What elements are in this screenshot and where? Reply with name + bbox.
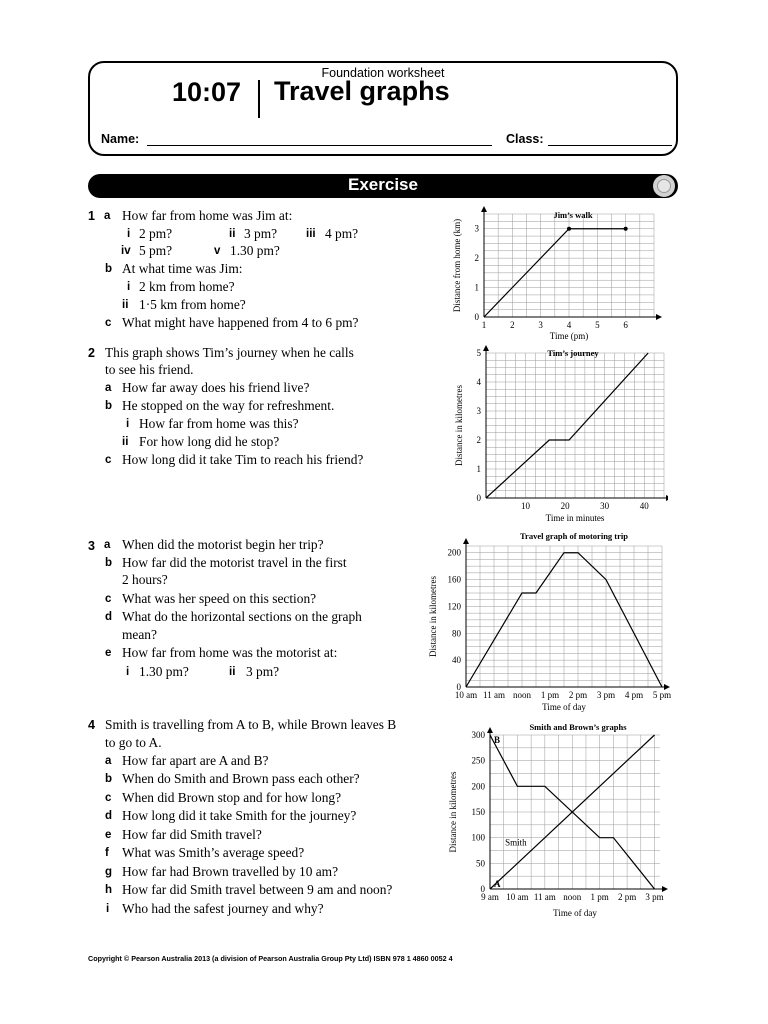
question-number: 1 <box>88 209 95 223</box>
question-text: 1·5 km from home? <box>139 297 246 312</box>
question-text: Smith is travelling from A to B, while Brown leaves B <box>105 717 397 732</box>
x-tick-label: 4 pm <box>624 690 644 700</box>
name-label: Name: <box>101 132 140 146</box>
y-tick-label: 0 <box>456 682 461 692</box>
x-tick-label: 5 <box>595 320 600 330</box>
y-tick-label: 2 <box>476 435 481 445</box>
question-text: mean? <box>122 627 157 642</box>
part-key: c <box>105 792 112 804</box>
motoring-trip-graph <box>424 528 678 714</box>
class-label: Class: <box>506 132 544 146</box>
question-text: How long did it take Smith for the journey? <box>122 808 357 823</box>
part-key: i <box>127 281 131 293</box>
part-key: ii <box>122 299 129 311</box>
question-text: When did Brown stop and for how long? <box>122 790 342 805</box>
question-text: At what time was Jim: <box>122 261 243 276</box>
x-tick-label: 11 am <box>483 690 505 700</box>
y-tick-label: 3 <box>476 406 481 416</box>
x-tick-label: 5 pm <box>652 690 672 700</box>
x-tick-label: 11 am <box>533 892 556 902</box>
question-text: 2 hours? <box>122 572 168 587</box>
part-key: b <box>105 557 113 569</box>
x-tick-label: 1 pm <box>540 690 560 700</box>
y-tick-label: 0 <box>476 493 481 503</box>
grid-lines <box>486 353 664 498</box>
y-tick-label: 200 <box>471 781 485 792</box>
question-text: 1.30 pm? <box>230 243 280 258</box>
question-text: 2 km from home? <box>139 279 235 294</box>
y-axis-label: Distance in kilometres <box>428 576 438 657</box>
x-axis-label: Time in minutes <box>545 513 605 523</box>
y-tick-label: 150 <box>471 807 485 817</box>
question-text: 2 pm? <box>139 226 173 241</box>
x-tick-label: 10 <box>521 501 531 511</box>
part-key: e <box>105 647 112 659</box>
question-text: How far had Brown travelled by 10 am? <box>122 864 339 879</box>
question-text: How far did Smith travel between 9 am and noon? <box>122 882 393 897</box>
header-subtitle: Foundation worksheet <box>321 66 445 80</box>
y-tick-label: 40 <box>452 655 461 666</box>
question-text: What was Smith’s average speed? <box>122 845 305 860</box>
part-key: ii <box>229 666 236 678</box>
question-text: When did the motorist begin her trip? <box>122 537 324 552</box>
part-key: v <box>214 245 221 257</box>
banner-inner-circle-icon <box>657 179 671 193</box>
y-axis-label: Distance in kilometres <box>448 771 458 853</box>
section-title: Exercise <box>348 175 418 194</box>
question-number: 2 <box>88 346 95 360</box>
question-text: How far away does his friend live? <box>122 380 310 395</box>
x-axis-arrow-icon <box>656 314 662 320</box>
part-key: a <box>104 539 111 551</box>
worksheet-header <box>88 61 678 156</box>
y-axis-label: Distance from home (km) <box>452 218 462 313</box>
question-text: 3 pm? <box>244 226 278 241</box>
x-tick-label: 1 pm <box>590 892 609 902</box>
part-key: d <box>105 810 113 822</box>
part-key: b <box>105 400 113 412</box>
question-text: What do the horizontal sections on the graph <box>122 609 362 624</box>
x-tick-label: 30 <box>600 501 610 511</box>
y-tick-label: 3 <box>474 223 479 234</box>
x-tick-label: 3 pm <box>596 690 616 700</box>
smith-brown-graph <box>438 718 678 922</box>
question-number: 3 <box>88 539 95 553</box>
x-tick-label: 1 <box>481 320 487 330</box>
y-tick-label: 2 <box>474 253 479 264</box>
question-text: 4 pm? <box>325 226 359 241</box>
part-key: i <box>106 903 110 915</box>
tims-journey-graph <box>448 345 668 527</box>
point-label-a: A <box>494 879 501 889</box>
part-key: e <box>105 829 112 841</box>
question-text: When do Smith and Brown pass each other? <box>122 771 360 786</box>
chart-title: Tim’s journey <box>547 348 599 358</box>
part-key: iv <box>121 245 131 257</box>
x-axis-arrow-icon <box>666 495 668 501</box>
x-axis-label: Time of day <box>542 702 586 712</box>
part-key: g <box>105 866 113 878</box>
question-text: What might have happened from 4 to 6 pm? <box>122 315 359 330</box>
series-label-smith: Smith <box>505 837 527 848</box>
name-field[interactable] <box>147 145 492 146</box>
x-tick-label: 9 am <box>481 892 499 902</box>
worksheet-title: Travel graphs <box>274 76 450 106</box>
question-number: 4 <box>88 718 95 732</box>
y-tick-label: 0 <box>474 312 479 322</box>
x-tick-label: 2 pm <box>617 892 637 902</box>
y-tick-label: 1 <box>476 464 481 474</box>
x-tick-label: noon <box>513 690 531 700</box>
chart-title: Travel graph of motoring trip <box>520 531 628 541</box>
question-text: How far did the motorist travel in the first <box>122 555 347 570</box>
x-tick-label: 2 <box>510 320 515 330</box>
x-tick-label: 4 <box>566 320 572 330</box>
y-axis-label: Distance in kilometres <box>454 385 464 466</box>
part-key: c <box>105 454 112 466</box>
data-point <box>624 227 628 231</box>
part-key: c <box>105 317 112 329</box>
part-key: b <box>105 263 113 275</box>
y-tick-label: 160 <box>447 574 461 585</box>
question-text: How far from home was Jim at: <box>122 208 293 223</box>
question-text: to see his friend. <box>105 362 194 377</box>
y-tick-label: 4 <box>476 377 481 387</box>
y-tick-label: 100 <box>471 832 485 843</box>
y-axis-arrow-icon <box>463 538 469 544</box>
x-tick-label: 40 <box>639 501 649 511</box>
part-key: a <box>105 382 112 394</box>
y-axis-arrow-icon <box>481 206 487 212</box>
question-text: How far apart are A and B? <box>122 753 269 768</box>
y-tick-label: 200 <box>447 547 461 558</box>
x-tick-label: 20 <box>560 501 570 511</box>
question-text: For how long did he stop? <box>139 434 280 449</box>
part-key: ii <box>122 436 129 448</box>
grid-lines <box>466 546 662 687</box>
class-field[interactable] <box>548 145 672 146</box>
copyright-footer: Copyright © Pearson Australia 2013 (a division of Pearson Australia Group Pty Ltd) ISBN 978 1 4860 0052 4 <box>88 954 453 963</box>
question-text: How far from home was this? <box>139 416 299 431</box>
question-text: This graph shows Tim’s journey when he calls <box>105 345 354 360</box>
part-key: ii <box>229 228 236 240</box>
question-text: How long did it take Tim to reach his friend? <box>122 452 364 467</box>
part-key: c <box>105 593 112 605</box>
jims-walk-graph <box>448 205 668 345</box>
y-tick-label: 120 <box>447 601 461 612</box>
part-key: i <box>127 228 131 240</box>
y-tick-label: 0 <box>480 884 485 894</box>
y-tick-label: 5 <box>476 348 481 358</box>
y-tick-label: 300 <box>471 730 485 740</box>
x-tick-label: 6 <box>623 320 628 330</box>
worksheet-number: 10:07 <box>172 77 242 107</box>
question-text: How far did Smith travel? <box>122 827 262 842</box>
part-key: i <box>126 418 130 430</box>
question-text: Who had the safest journey and why? <box>122 901 324 916</box>
y-axis-arrow-icon <box>487 727 493 733</box>
point-label-b: B <box>494 735 501 745</box>
y-tick-label: 1 <box>474 282 479 293</box>
data-point <box>567 227 571 231</box>
x-tick-label: noon <box>563 892 582 902</box>
section-banner <box>88 174 678 198</box>
question-text: 3 pm? <box>246 664 280 679</box>
part-key: i <box>126 666 130 678</box>
part-key: f <box>105 847 109 859</box>
chart-title: Smith and Brown’s graphs <box>529 722 627 732</box>
y-tick-label: 50 <box>476 858 485 869</box>
part-key: h <box>105 884 113 896</box>
part-key: b <box>105 773 113 785</box>
x-axis-label: Time (pm) <box>549 331 589 341</box>
question-text: What was her speed on this section? <box>122 591 317 606</box>
x-tick-label: 3 <box>538 320 543 330</box>
question-text: to go to A. <box>105 735 162 750</box>
x-tick-label: 10 am <box>506 892 529 902</box>
x-tick-label: 3 pm <box>645 892 664 902</box>
question-text: He stopped on the way for refreshment. <box>122 398 335 413</box>
x-axis-label: Time of day <box>553 908 597 918</box>
y-tick-label: 250 <box>471 755 485 766</box>
y-tick-label: 80 <box>452 628 461 639</box>
part-key: a <box>104 210 111 222</box>
header-divider <box>258 80 260 118</box>
x-tick-label: 10 am <box>454 690 478 700</box>
part-key: a <box>105 755 112 767</box>
part-key: d <box>105 611 113 623</box>
x-tick-label: 2 pm <box>568 690 588 700</box>
y-axis-arrow-icon <box>483 345 489 351</box>
question-text: 5 pm? <box>139 243 173 258</box>
question-text: 1.30 pm? <box>139 664 189 679</box>
question-text: How far from home was the motorist at: <box>122 645 338 660</box>
chart-title: Jim’s walk <box>553 210 593 220</box>
part-key: iii <box>306 228 316 240</box>
